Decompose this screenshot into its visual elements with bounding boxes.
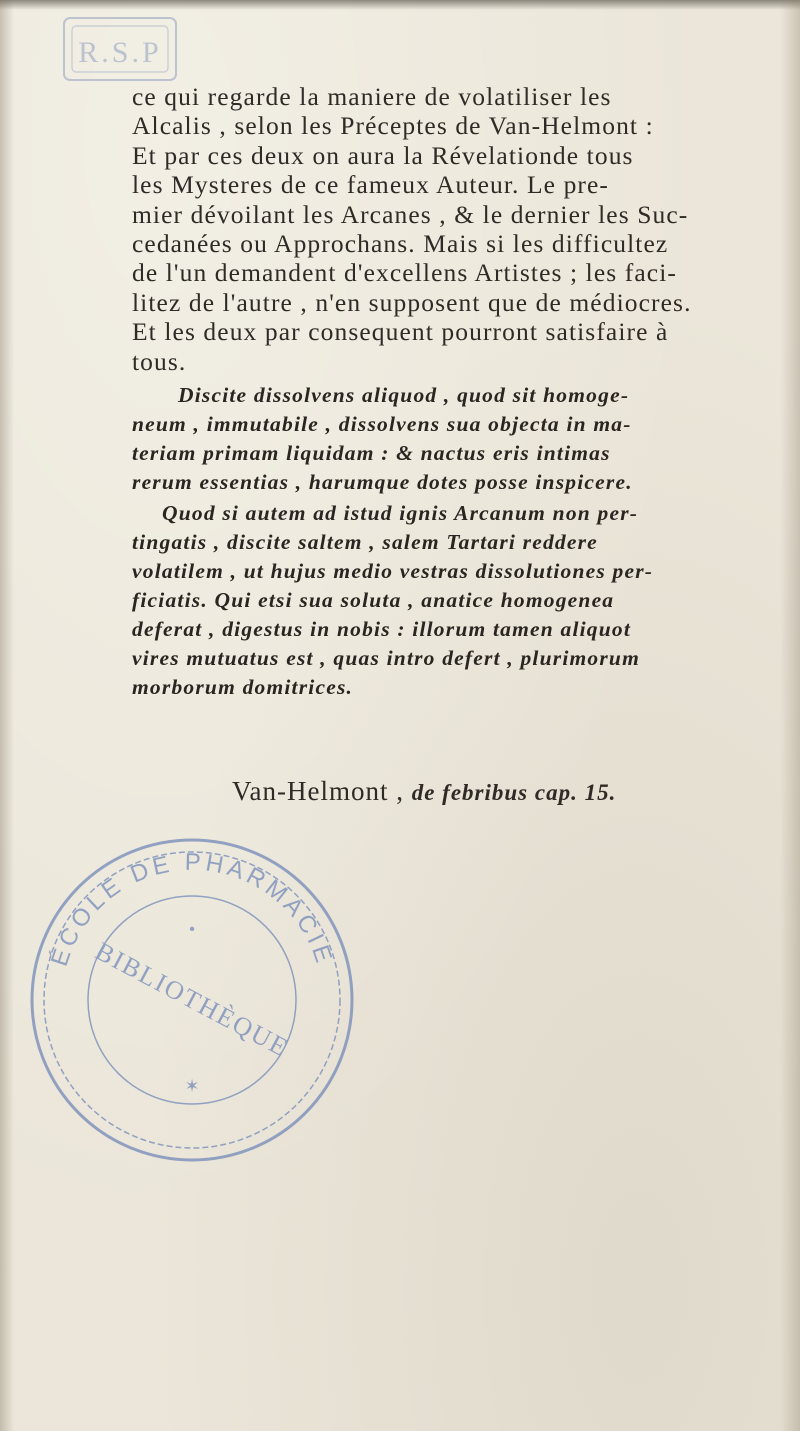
latin-line: ficiatis. Qui etsi sua soluta , anatice homogenea (132, 588, 615, 613)
latin-line: deferat , digestus in nobis : illorum tamen aliquot (132, 617, 632, 642)
french-line: mier dévoilant les Arcanes , & le dernier les Suc- (132, 199, 689, 229)
latin-line: morborum domitrices. (132, 675, 354, 700)
french-paragraph (132, 82, 768, 376)
french-line: ce qui regarde la maniere de volatiliser les (132, 82, 612, 111)
page-left-shadow (0, 0, 14, 1431)
corner-stamp-text: R.S.P (78, 36, 162, 69)
french-line: les Mysteres de ce fameux Auteur. Le pre- (132, 170, 610, 200)
attribution (232, 776, 616, 807)
library-stamp-center-text: BIBLIOTHÈQUE (90, 936, 294, 1063)
attribution-work: de febribus cap. 15. (411, 780, 617, 805)
french-line: Et par ces deux on aura la Révelationde tous (132, 140, 634, 170)
french-line: tous. (132, 346, 187, 376)
latin-line: Discite dissolvens aliquod , quod sit homoge- (178, 383, 630, 408)
latin-line: tingatis , discite saltem , salem Tartari reddere (132, 530, 598, 555)
latin-line: rerum essentias , harumque dotes posse inspicere. (132, 470, 633, 495)
library-stamp (22, 830, 362, 1170)
star-icon: ✶ (184, 1076, 200, 1096)
text-block (132, 82, 768, 702)
dot-icon: • (189, 921, 195, 938)
latin-line: neum , immutabile , dissolvens sua objecta in ma- (132, 412, 632, 437)
attribution-author: Van-Helmont , (232, 776, 404, 806)
french-line: Et les deux par consequent pourront satisfaire à (132, 317, 669, 347)
library-stamp-ring-text: ÉCOLE DE PHARMACIE (45, 848, 339, 970)
page-right-shadow (780, 0, 800, 1431)
latin-line: Quod si autem ad istud ignis Arcanum non per- (162, 501, 639, 526)
latin-quote-paragraph-1 (132, 381, 768, 497)
french-line: Alcalis , selon les Préceptes de Van-Helmont : (132, 111, 654, 141)
french-line: litez de l'autre , n'en supposent que de médiocres. (132, 287, 692, 317)
french-line: de l'un demandent d'excellens Artistes ; les faci- (132, 258, 677, 288)
svg-text:ÉCOLE DE PHARMACIE (46, 849, 338, 970)
latin-line: volatilem , ut hujus medio vestras dissolutiones per- (132, 559, 654, 584)
latin-quote-paragraph-2 (132, 499, 768, 702)
latin-line: vires mutuatus est , quas intro defert , plurimorum (132, 646, 641, 671)
french-line: cedanées ou Approchans. Mais si les difficultez (132, 229, 669, 259)
latin-line: teriam primam liquidam : & nactus eris intimas (132, 441, 611, 466)
